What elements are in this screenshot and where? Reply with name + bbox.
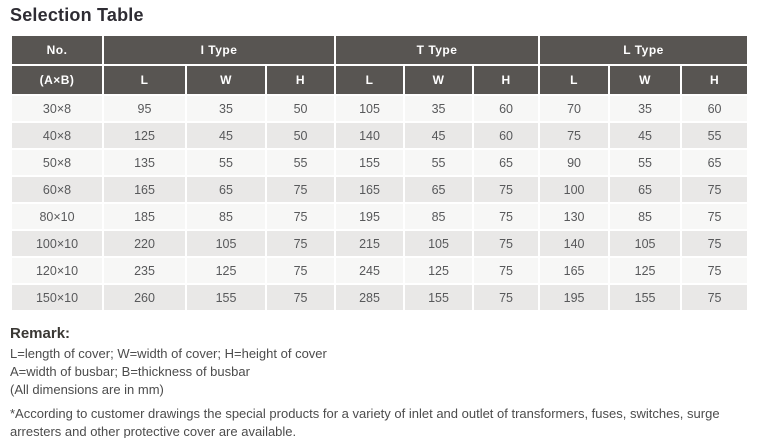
dimension-cell: 75 [681,257,748,284]
dimension-cell: 55 [681,122,748,149]
remark-line-ab: A=width of busbar; B=thickness of busbar [10,364,250,380]
header-i-w: W [186,65,266,95]
header-t-h: H [473,65,539,95]
dimension-cell: 125 [103,122,186,149]
dimension-cell: 75 [266,230,335,257]
header-axb: (A×B) [11,65,103,95]
table-row [11,95,748,122]
row-no-cell: 30×8 [11,95,103,122]
header-i-h: H [266,65,335,95]
dimension-cell: 165 [539,257,609,284]
dimension-cell: 215 [335,230,404,257]
dimension-cell: 65 [609,176,681,203]
header-i-l: L [103,65,186,95]
remark-line-lwh: L=length of cover; W=width of cover; H=height of cover [10,346,327,361]
dimension-cell: 65 [186,176,266,203]
remark-heading: Remark: [10,325,71,342]
row-no-cell: 150×10 [11,284,103,311]
selection-table-header [11,35,748,95]
dimension-cell: 245 [335,257,404,284]
dimension-cell: 35 [609,95,681,122]
dimension-cell: 140 [539,230,609,257]
dimension-cell: 285 [335,284,404,311]
dimension-cell: 75 [473,257,539,284]
dimension-cell: 75 [266,257,335,284]
dimension-cell: 155 [335,149,404,176]
dimension-cell: 55 [186,149,266,176]
dimension-cell: 60 [681,95,748,122]
dimension-cell: 165 [335,176,404,203]
dimension-cell: 260 [103,284,186,311]
dimension-cell: 165 [103,176,186,203]
dimension-cell: 155 [186,284,266,311]
header-sub-row [11,65,748,95]
dimension-cell: 195 [335,203,404,230]
selection-table-body [11,95,748,311]
dimension-cell: 55 [404,149,473,176]
dimension-cell: 125 [609,257,681,284]
dimension-cell: 105 [335,95,404,122]
dimension-cell: 130 [539,203,609,230]
dimension-cell: 235 [103,257,186,284]
dimension-cell: 45 [609,122,681,149]
dimension-cell: 185 [103,203,186,230]
dimension-cell: 75 [266,203,335,230]
dimension-cell: 155 [404,284,473,311]
dimension-cell: 105 [186,230,266,257]
dimension-cell: 75 [681,203,748,230]
table-row [11,203,748,230]
row-no-cell: 120×10 [11,257,103,284]
dimension-cell: 75 [266,284,335,311]
table-row [11,149,748,176]
header-t-l: L [335,65,404,95]
table-row [11,284,748,311]
dimension-cell: 75 [473,203,539,230]
dimension-cell: 75 [681,284,748,311]
dimension-cell: 95 [103,95,186,122]
dimension-cell: 220 [103,230,186,257]
header-group-t-type: T Type [335,35,539,65]
footnote: *According to customer drawings the special products for a variety of inlet and outlet of transformers, fuses, switches, surge arresters and other protective cover are available. [10,405,720,438]
dimension-cell: 65 [404,176,473,203]
dimension-cell: 75 [681,176,748,203]
dimension-cell: 75 [473,230,539,257]
dimension-cell: 140 [335,122,404,149]
dimension-cell: 65 [681,149,748,176]
dimension-cell: 75 [473,176,539,203]
dimension-cell: 75 [681,230,748,257]
page-title: Selection Table [10,5,144,25]
dimension-cell: 135 [103,149,186,176]
dimension-cell: 60 [473,122,539,149]
dimension-cell: 105 [609,230,681,257]
dimension-cell: 55 [609,149,681,176]
dimension-cell: 50 [266,95,335,122]
table-row [11,257,748,284]
table-row [11,230,748,257]
dimension-cell: 195 [539,284,609,311]
dimension-cell: 70 [539,95,609,122]
dimension-cell: 50 [266,122,335,149]
header-group-i-type: I Type [103,35,335,65]
dimension-cell: 75 [473,284,539,311]
dimension-cell: 100 [539,176,609,203]
header-t-w: W [404,65,473,95]
header-no: No. [11,35,103,65]
dimension-cell: 125 [404,257,473,284]
dimension-cell: 75 [539,122,609,149]
row-no-cell: 40×8 [11,122,103,149]
dimension-cell: 155 [609,284,681,311]
selection-table [10,34,749,312]
header-l-h: H [681,65,748,95]
header-group-row [11,35,748,65]
table-row [11,176,748,203]
dimension-cell: 125 [186,257,266,284]
remark-block [10,325,751,438]
dimension-cell: 35 [186,95,266,122]
dimension-cell: 55 [266,149,335,176]
dimension-cell: 45 [404,122,473,149]
dimension-cell: 35 [404,95,473,122]
table-row [11,122,748,149]
remark-line-units: (All dimensions are in mm) [10,382,164,398]
dimension-cell: 85 [404,203,473,230]
dimension-cell: 85 [186,203,266,230]
row-no-cell: 60×8 [11,176,103,203]
header-l-w: W [609,65,681,95]
dimension-cell: 65 [473,149,539,176]
row-no-cell: 100×10 [11,230,103,257]
dimension-cell: 105 [404,230,473,257]
dimension-cell: 90 [539,149,609,176]
row-no-cell: 80×10 [11,203,103,230]
header-group-l-type: L Type [539,35,748,65]
dimension-cell: 60 [473,95,539,122]
header-l-l: L [539,65,609,95]
dimension-cell: 85 [609,203,681,230]
dimension-cell: 75 [266,176,335,203]
dimension-cell: 45 [186,122,266,149]
row-no-cell: 50×8 [11,149,103,176]
